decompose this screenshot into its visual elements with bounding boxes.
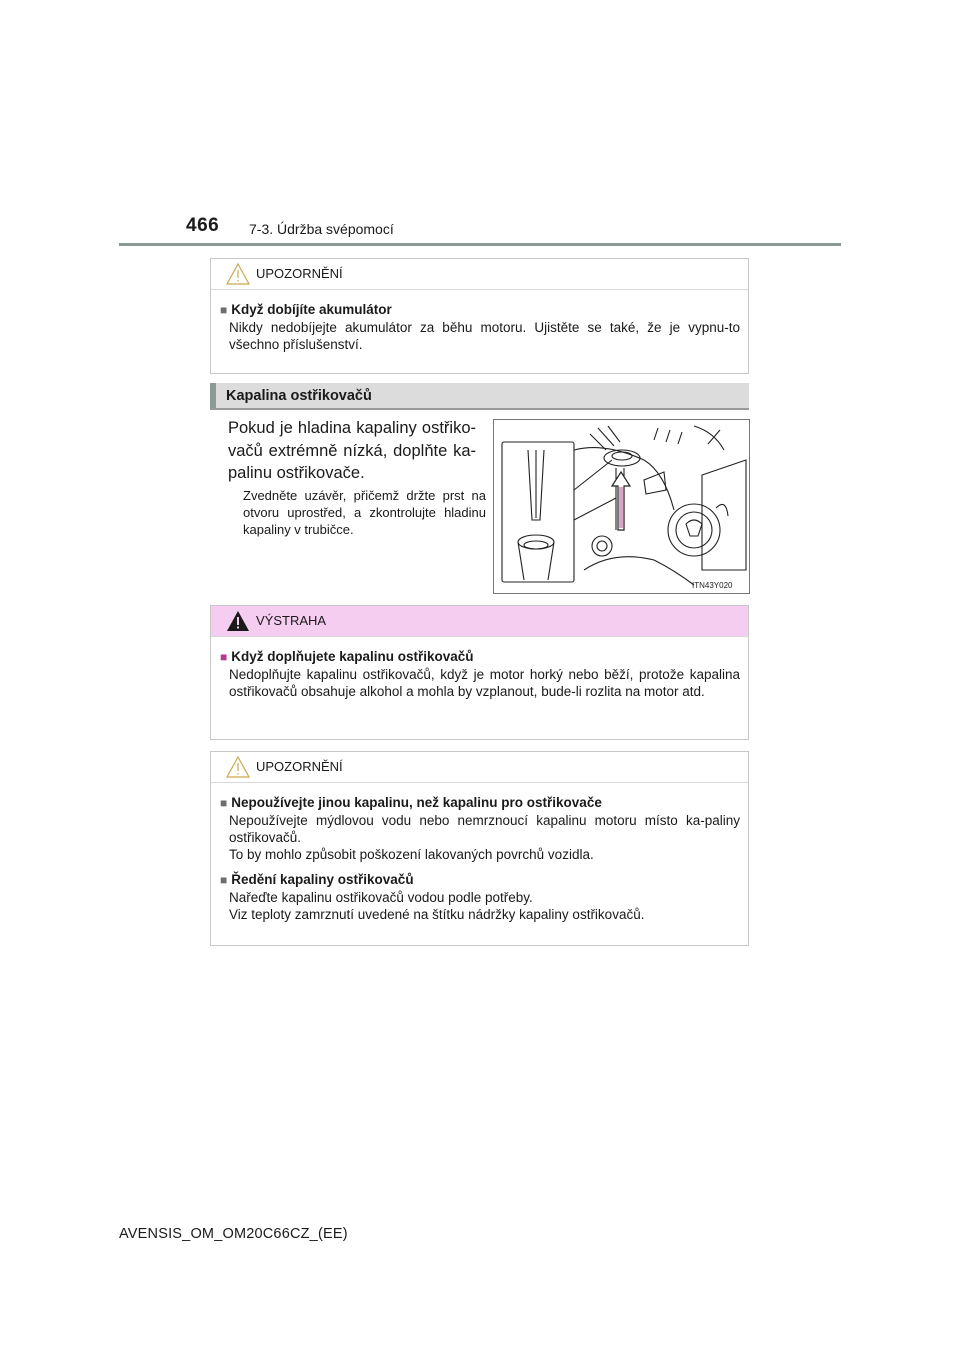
caution-item — [211, 871, 748, 923]
warning-item-text: Nedoplňujte kapalinu ostřikovačů, když je motor horký nebo běží, protože kapalina ostřikovačů obsahuje alkohol a mohla by vzplanout, bude-li rozlita na motor atd. — [229, 667, 740, 699]
caution-item — [211, 301, 748, 353]
caution-header — [211, 259, 748, 290]
caution-box-battery — [210, 258, 749, 374]
caution-item-text: Nařeďte kapalinu ostřikovačů vodou podle potřeby. — [229, 890, 533, 905]
caution-item-text-2: To by mohlo způsobit poškození lakovaných povrchů vozidla. — [229, 847, 594, 862]
square-bullet-icon: ■ — [220, 796, 228, 810]
figure-code: ITN43Y020 — [692, 581, 733, 590]
caution-item-text: Nepoužívejte mýdlovou vodu nebo nemrznoucí kapalinu motoru místo ka-paliny ostřikovačů. — [229, 813, 740, 845]
section-step: Zvedněte uzávěr, přičemž držte prst na otvoru uprostřed, a zkontrolujte hladinu kapaliny v trubičce. — [243, 488, 486, 537]
square-bullet-icon: ■ — [220, 650, 228, 664]
warning-item — [211, 648, 748, 700]
section-heading-text: Kapalina ostřikovačů — [226, 388, 372, 404]
section-intro: Pokud je hladina kapaliny ostřiko-vačů extrémně nízká, doplňte ka-palinu ostřikovače. — [228, 419, 476, 482]
washer-cap-drawing — [494, 420, 749, 593]
caution-triangle-icon — [226, 263, 250, 290]
warning-header — [211, 606, 748, 637]
washer-fluid-illustration — [493, 419, 750, 594]
warning-label: VÝSTRAHA — [256, 613, 327, 628]
caution-box-fluid — [210, 751, 749, 946]
warning-item-title: Když doplňujete kapalinu ostřikovačů — [231, 649, 474, 664]
section-heading — [210, 383, 749, 410]
caution-label: UPOZORNĚNÍ — [256, 266, 343, 281]
caution-label: UPOZORNĚNÍ — [256, 759, 343, 774]
caution-header — [211, 752, 748, 783]
caution-item-title: Když dobíjíte akumulátor — [231, 302, 392, 317]
caution-item — [211, 794, 748, 863]
caution-triangle-icon — [226, 756, 250, 783]
caution-item-text-2: Viz teploty zamrznutí uvedené na štítku nádržky kapaliny ostřikovačů. — [229, 907, 645, 922]
document-code: AVENSIS_OM_OM20C66CZ_(EE) — [119, 1226, 348, 1242]
section-title: 7-3. Údržba svépomocí — [249, 221, 394, 237]
page-number: 466 — [186, 215, 220, 236]
square-bullet-icon: ■ — [220, 303, 228, 317]
caution-item-text: Nikdy nedobíjejte akumulátor za běhu motoru. Ujistěte se také, že je vypnu-to všechno příslušenství. — [229, 320, 740, 352]
header-rule — [119, 243, 841, 246]
caution-item-title: Nepoužívejte jinou kapalinu, než kapalinu pro ostřikovače — [231, 795, 602, 810]
warning-triangle-icon — [226, 610, 250, 637]
warning-box — [210, 605, 749, 740]
square-bullet-icon: ■ — [220, 873, 228, 887]
caution-item-title: Ředění kapaliny ostřikovačů — [231, 872, 414, 887]
